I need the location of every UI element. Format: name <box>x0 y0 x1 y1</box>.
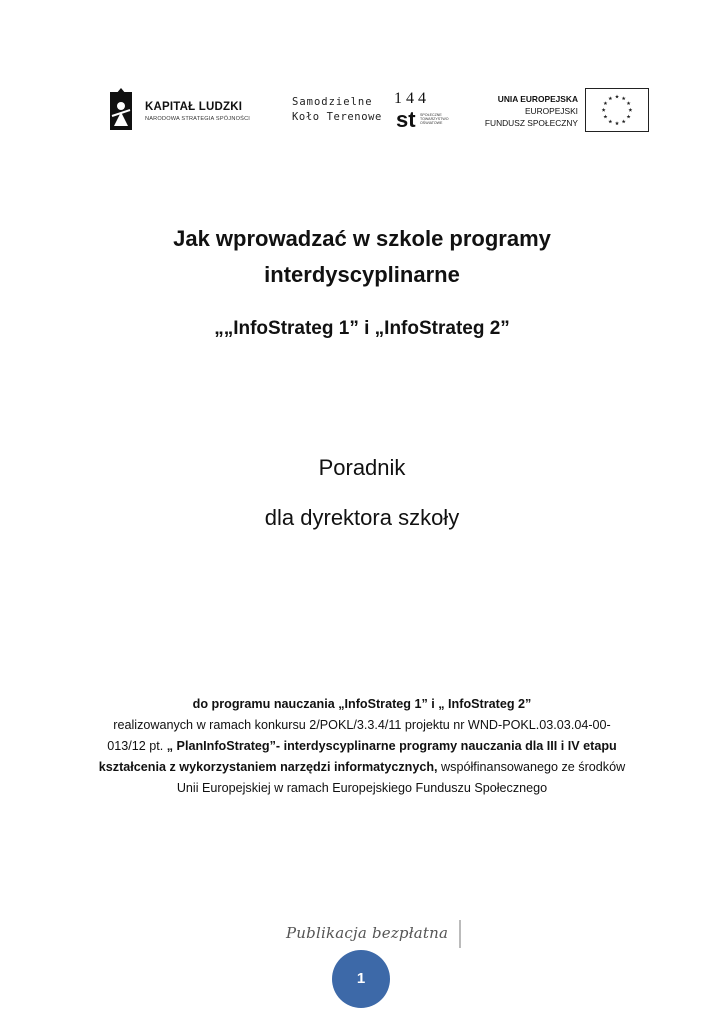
eu-star-icon <box>615 95 619 99</box>
kapital-ludzki-name: KAPITAŁ LUDZKI <box>145 101 243 113</box>
eu-flag-icon <box>585 88 649 132</box>
eu-star-icon <box>627 115 631 119</box>
eu-line2: EUROPEJSKI <box>524 106 578 116</box>
sto-line2: Koło Terenowe <box>292 111 382 123</box>
page-number-badge: 1 <box>332 950 390 1008</box>
description-line5: Unii Europejskiej w ramach Europejskiego Funduszu Społecznego <box>176 781 548 795</box>
guide-heading: Poradnik <box>318 455 406 480</box>
eu-star-icon <box>602 108 606 112</box>
eu-line1: UNIA EUROPEJSKA <box>497 94 578 104</box>
free-publication-label: Publikacja bezpłatna <box>286 924 449 942</box>
sto-mark-text: st <box>396 108 416 130</box>
main-title-line2: interdyscyplinarne <box>264 262 460 287</box>
description-line4-normal: współfinansowanego ze środków <box>437 760 626 774</box>
eu-star-icon <box>615 121 619 125</box>
eu-star-icon <box>608 96 612 100</box>
sto-line1: Samodzielne <box>292 96 373 108</box>
eu-line3: FUNDUSZ SPOŁECZNY <box>484 118 578 128</box>
main-title-line1: Jak wprowadzać w szkole programy <box>173 226 551 251</box>
description-line3-bold: „ PlanInfoStrateg”- interdyscyplinarne programy nauczania dla III i IV etapu <box>166 739 617 753</box>
eu-star-icon <box>622 119 626 123</box>
program-subtitle: „„InfoStrateg 1” i „InfoStrateg 2” <box>214 318 510 339</box>
eu-star-icon <box>627 101 631 105</box>
sto-caption: SPOŁECZNE TOWARZYSTWO OŚWIATOWE <box>420 113 449 125</box>
eu-logo <box>484 88 650 134</box>
description-line3-normal: 013/12 pt. <box>107 739 167 753</box>
description-line2: realizowanych w ramach konkursu 2/POKL/3.3.4/11 projektu nr WND-POKL.03.03.04-00- <box>113 718 611 732</box>
eu-star-icon <box>628 108 632 112</box>
sto-logo <box>290 90 450 134</box>
description-line1: do programu nauczania „InfoStrateg 1” i „ InfoStrateg 2” <box>192 697 532 711</box>
eu-star-icon <box>603 101 607 105</box>
description-line4 <box>0 757 724 778</box>
description-line4-bold: kształcenia z wykorzystaniem narzędzi informatycznych, <box>98 760 438 774</box>
eu-star-icon <box>622 96 626 100</box>
eu-star-icon <box>608 119 612 123</box>
free-publication-divider <box>459 920 461 948</box>
guide-audience: dla dyrektora szkoły <box>264 505 460 530</box>
sto-st-mark-icon <box>396 108 422 130</box>
eu-star-icon <box>603 115 607 119</box>
sto-number: 144 <box>394 90 430 107</box>
description-line3 <box>0 736 724 757</box>
kapital-ludzki-logo <box>108 88 251 134</box>
kapital-ludzki-mark-icon <box>108 88 136 132</box>
kapital-ludzki-subtitle: NARODOWA STRATEGIA SPÓJNOŚCI <box>145 116 251 122</box>
